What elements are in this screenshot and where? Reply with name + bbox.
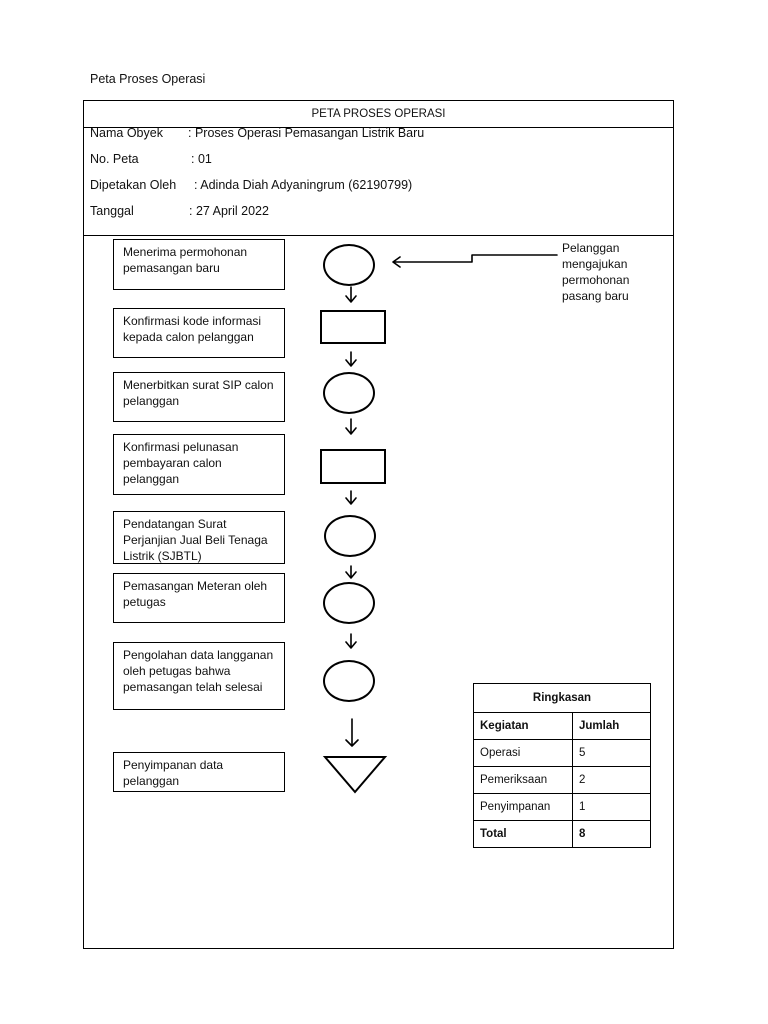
summary-cell: 2 <box>573 767 651 794</box>
down-arrow-icon <box>346 634 356 648</box>
down-arrow-icon <box>346 491 356 504</box>
down-arrow-icon <box>346 419 356 434</box>
summary-cell: Penyimpanan <box>474 794 573 821</box>
summary-table <box>473 683 651 848</box>
storage-triangle-symbol <box>325 757 385 792</box>
down-arrow-icon <box>346 566 356 578</box>
info-label: No. Peta <box>90 152 139 166</box>
down-arrow-icon <box>346 352 356 366</box>
summary-header-row <box>474 713 651 740</box>
info-value: : 27 April 2022 <box>189 204 269 218</box>
summary-title: Ringkasan <box>474 684 651 713</box>
step-box-3: Menerbitkan surat SIP calon pelanggan <box>113 372 285 422</box>
info-value: : Adinda Diah Adyaningrum (62190799) <box>194 178 413 192</box>
table-row <box>474 794 651 821</box>
info-label: Tanggal <box>90 204 134 218</box>
step-box-2: Konfirmasi kode informasi kepada calon pelanggan <box>113 308 285 358</box>
summary-title-row <box>474 684 651 713</box>
info-label: Dipetakan Oleh <box>90 178 177 192</box>
step-box-4: Konfirmasi pelunasan pembayaran calon pelanggan <box>113 434 285 495</box>
summary-total-row <box>474 821 651 848</box>
table-row <box>474 740 651 767</box>
document-title: Peta Proses Operasi <box>90 72 206 86</box>
summary-total-value: 8 <box>573 821 651 848</box>
side-note-pelanggan: Pelanggan mengajukan permohonan pasang baru <box>562 241 630 303</box>
summary-col-header: Jumlah <box>573 713 651 740</box>
summary-total-label: Total <box>474 821 573 848</box>
info-value: : 01 <box>191 152 212 166</box>
summary-cell: Operasi <box>474 740 573 767</box>
info-label: Nama Obyek <box>90 126 163 140</box>
down-arrow-icon <box>346 719 358 746</box>
incoming-arrow-icon <box>393 255 557 267</box>
step-box-6: Pemasangan Meteran oleh petugas <box>113 573 285 623</box>
step-box-7: Pengolahan data langganan oleh petugas bahwa pemasangan telah selesai <box>113 642 285 710</box>
summary-cell: 5 <box>573 740 651 767</box>
info-value: : Proses Operasi Pemasangan Listrik Baru <box>188 126 425 140</box>
summary-col-header: Kegiatan <box>474 713 573 740</box>
step-box-1: Menerima permohonan pemasangan baru <box>113 239 285 290</box>
down-arrow-icon <box>346 287 356 302</box>
table-row <box>474 767 651 794</box>
step-box-5: Pendatangan Surat Perjanjian Jual Beli Tenaga Listrik (SJBTL) <box>113 511 285 564</box>
chart-title-text: PETA PROSES OPERASI <box>311 107 446 120</box>
summary-cell: Pemeriksaan <box>474 767 573 794</box>
summary-cell: 1 <box>573 794 651 821</box>
step-box-8: Penyimpanan data pelanggan <box>113 752 285 792</box>
